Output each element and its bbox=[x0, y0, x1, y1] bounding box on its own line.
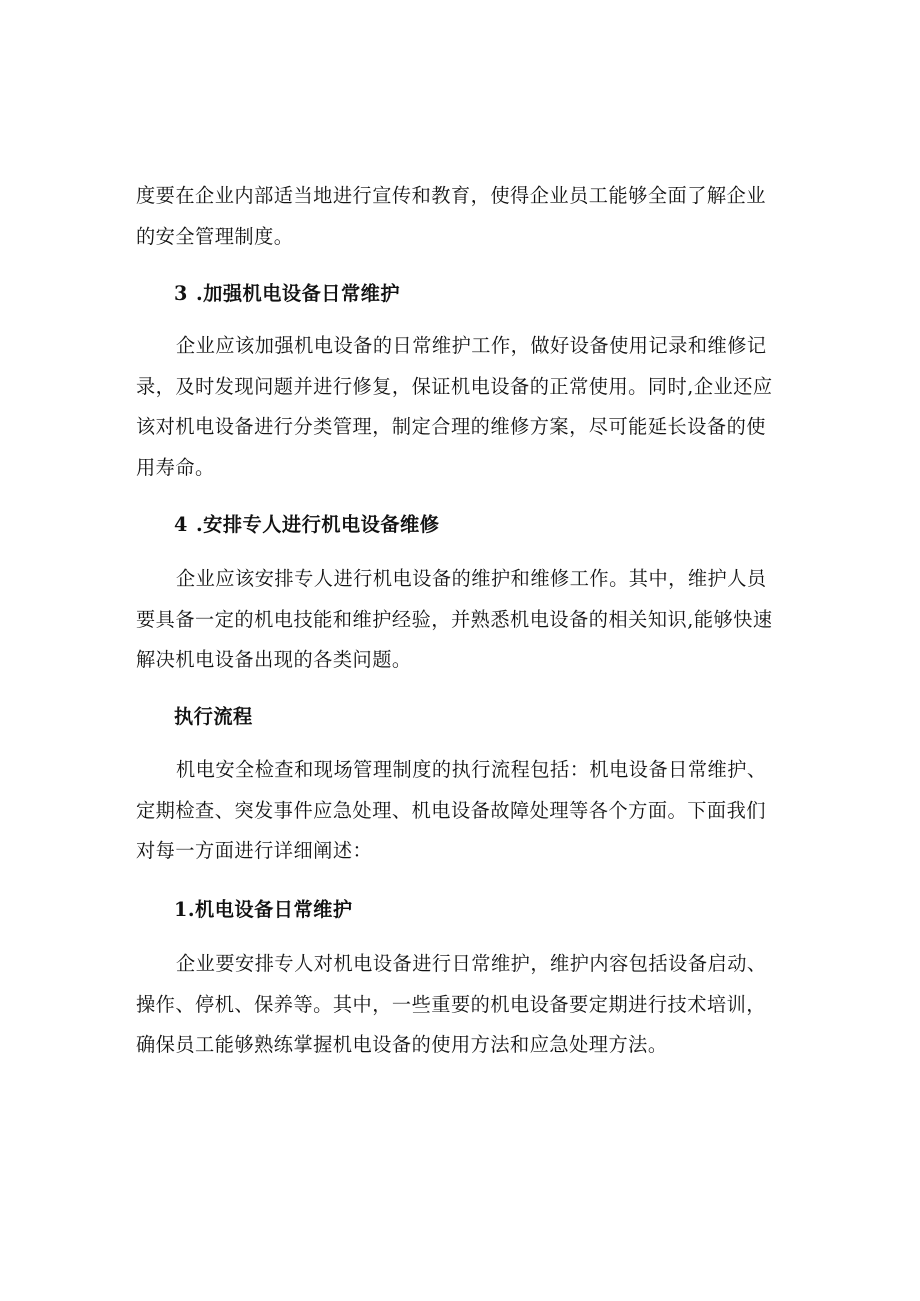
heading-4 bbox=[174, 505, 439, 545]
text-line: 解决机电设备出现的各类问题。 bbox=[136, 648, 412, 671]
text-line: 对每一方面进行详细阐述： bbox=[136, 839, 373, 862]
text-line: 的安全管理制度。 bbox=[136, 224, 294, 248]
paragraph-maintenance bbox=[136, 326, 796, 488]
heading-1 bbox=[174, 890, 353, 930]
heading-execution-flow bbox=[174, 697, 253, 737]
heading-number: 3 bbox=[174, 282, 188, 305]
text-line: 企业应该加强机电设备的日常维护工作，做好设备使用记录和维修记 bbox=[176, 334, 767, 357]
text-line: 确保员工能够熟练掌握机电设备的使用方法和应急处理方法。 bbox=[136, 1033, 668, 1056]
text-line: 用寿命。 bbox=[136, 455, 215, 479]
heading-text: .加强机电设备日常维护 bbox=[196, 282, 401, 305]
paragraph-daily-maintenance bbox=[136, 944, 796, 1066]
paragraph-execution-flow bbox=[136, 750, 796, 872]
text-line: 操作、停机、保养等。其中，一些重要的机电设备要定期进行技术培训， bbox=[136, 992, 766, 1016]
text-line: 企业要安排专人对机电设备进行日常维护，维护内容包括设备启动、 bbox=[176, 952, 767, 975]
heading-number: 4 bbox=[174, 513, 188, 536]
heading-text: 执行流程 bbox=[174, 705, 253, 728]
heading-text: .安排专人进行机电设备维修 bbox=[196, 513, 440, 536]
text-line: 要具备一定的机电技能和维护经验，并熟悉机电设备的相关知识,能够快速 bbox=[136, 607, 773, 631]
heading-text: 1.机电设备日常维护 bbox=[174, 898, 353, 921]
text-line: 定期检查、突发事件应急处理、机电设备故障处理等各个方面。下面我们 bbox=[136, 798, 766, 822]
heading-3 bbox=[174, 274, 400, 314]
text-line: 该对机电设备进行分类管理，制定合理的维修方案，尽可能延长设备的使 bbox=[136, 415, 766, 438]
text-line: 机电安全检查和现场管理制度的执行流程包括：机电设备日常维护、 bbox=[176, 758, 767, 781]
paragraph-publicity bbox=[136, 176, 796, 257]
text-line: 度要在企业内部适当地进行宣传和教育，使得企业员工能够全面了解企业 bbox=[136, 184, 766, 207]
text-line: 企业应该安排专人进行机电设备的维护和维修工作。其中，维护人员 bbox=[176, 567, 767, 590]
paragraph-dedicated-staff bbox=[136, 559, 796, 681]
text-line: 录，及时发现问题并进行修复，保证机电设备的正常使用。同时,企业还应 bbox=[136, 374, 773, 398]
